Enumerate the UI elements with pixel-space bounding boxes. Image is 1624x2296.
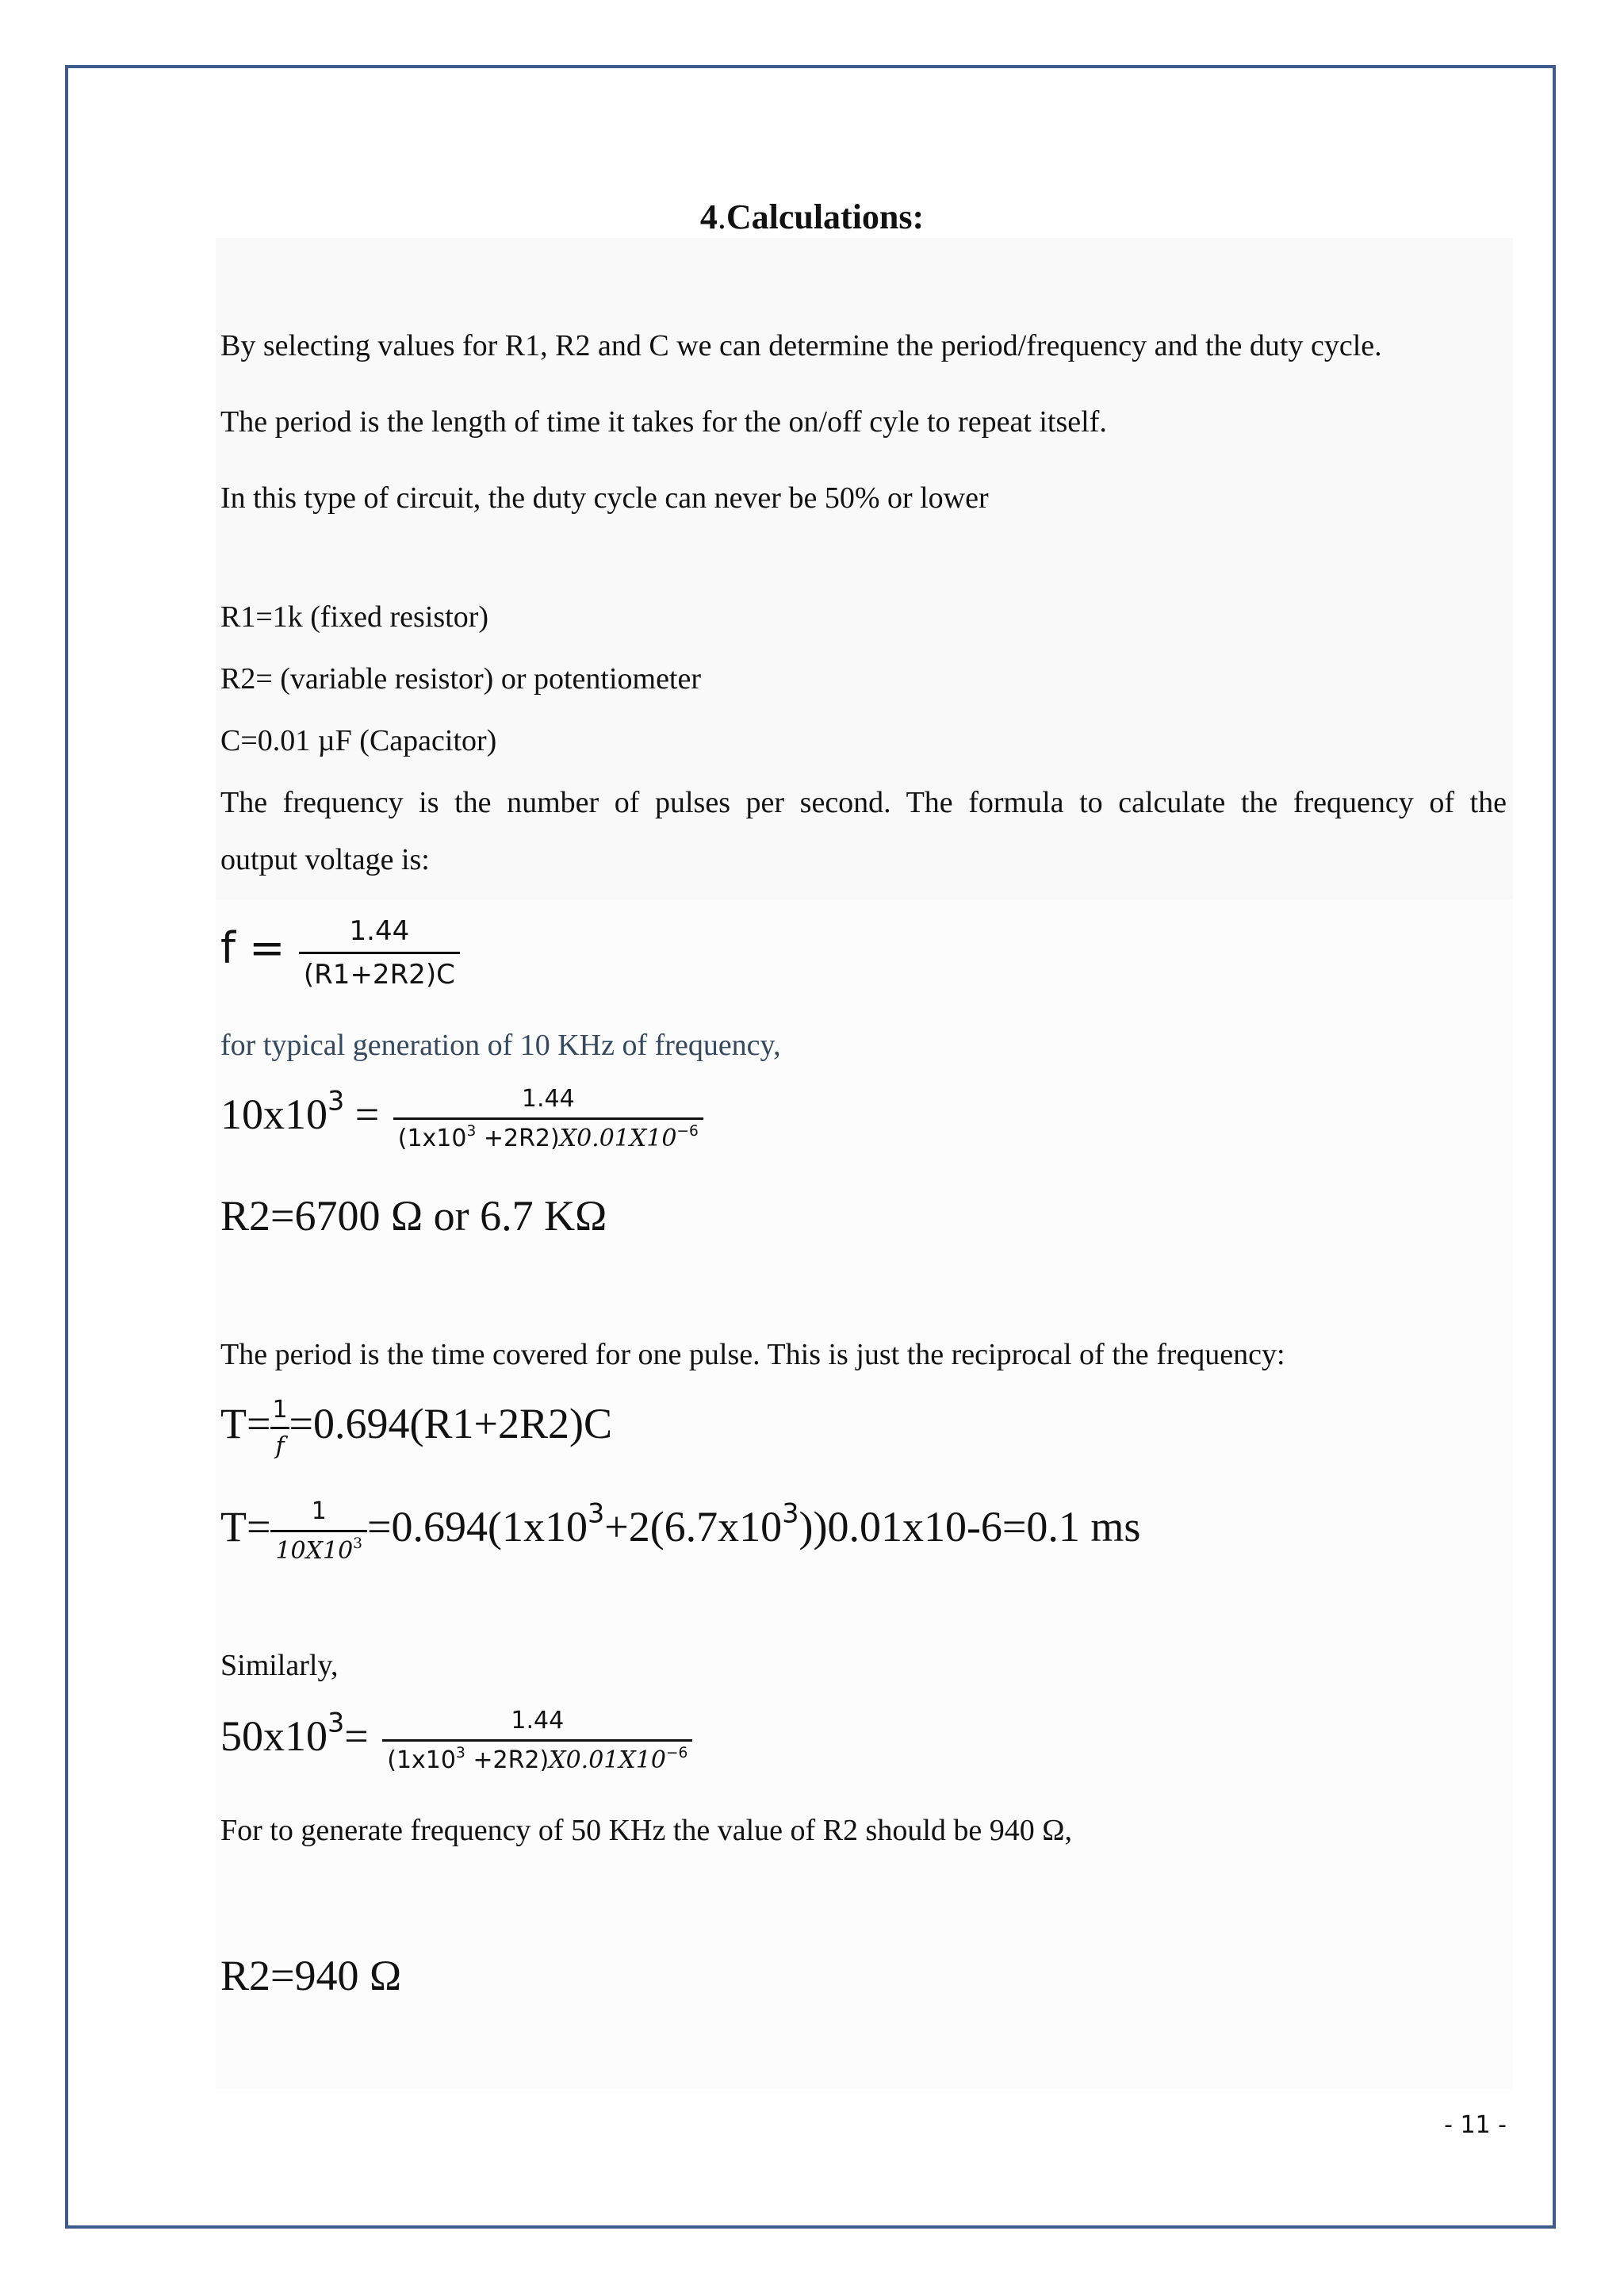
- eq10k-fraction: [393, 1085, 703, 1152]
- formula-fraction: [299, 915, 460, 991]
- page-number: - 11 -: [1444, 2111, 1507, 2139]
- eq10k-denominator: $(1x10^3 +2R2)X0.01X10^{-6}$: [393, 1117, 703, 1152]
- component-r2: R2= (variable resistor) or potentiometer: [220, 662, 702, 696]
- formula-numerator: 1.44: [349, 915, 410, 947]
- paragraph-period-definition: The period is the length of time it takes for the on/off cyle to repeat itself.: [220, 405, 1107, 439]
- period-lhs: T=: [220, 1399, 271, 1447]
- paragraph-similarly: Similarly,: [220, 1649, 339, 1682]
- r2-result-940: R2=940 Ω: [220, 1952, 402, 1999]
- eq50k-numerator: 1.44: [511, 1707, 565, 1734]
- formula-denominator: (R1+2R2)C: [299, 952, 460, 991]
- period-calc-denominator: $10X10^3$: [270, 1530, 367, 1565]
- section-heading: [0, 197, 1624, 237]
- equation-10khz: [220, 1085, 703, 1152]
- period-numerator: 1: [272, 1396, 288, 1424]
- component-r1: R1=1k (fixed resistor): [220, 600, 489, 634]
- period-calculation: [220, 1497, 1140, 1565]
- period-rhs: =0.694(R1+2R2)C: [289, 1399, 612, 1447]
- eq50k-lhs: $50x10^3=$: [220, 1707, 369, 1760]
- formula-lhs: f =: [220, 922, 285, 973]
- period-calc-rhs: $=0.694(1x10^3+2(6.7x10^3))0.01x10-6=0.1$ ms: [367, 1497, 1141, 1550]
- period-formula: [220, 1396, 612, 1460]
- period-denominator: f: [270, 1427, 289, 1460]
- eq50k-fraction: [382, 1707, 692, 1774]
- section-title: Calculations:: [726, 197, 925, 236]
- paragraph-typical-generation: for typical generation of 10 KHz of frequency,: [220, 1029, 781, 1062]
- paragraph-frequency-line2: output voltage is:: [220, 843, 430, 876]
- r2-result-6700: R2=6700 Ω or 6.7 KΩ: [220, 1192, 607, 1240]
- period-calc-lhs: T=: [220, 1502, 271, 1550]
- eq50k-denominator: $(1x10^3 +2R2)X0.01X10^{-6}$: [382, 1739, 692, 1774]
- period-fraction: [270, 1396, 289, 1460]
- highlight-block-lower: [216, 899, 1513, 2089]
- period-calc-numerator: 1: [311, 1497, 327, 1525]
- eq10k-numerator: 1.44: [521, 1085, 575, 1113]
- section-number: 4: [699, 197, 718, 236]
- paragraph-duty-cycle: In this type of circuit, the duty cycle can never be 50% or lower: [220, 481, 989, 515]
- paragraph-period-reciprocal: The period is the time covered for one pulse. This is just the reciprocal of the frequency:: [220, 1338, 1285, 1371]
- component-c: C=0.01 µF (Capacitor): [220, 724, 497, 757]
- frequency-formula: [220, 915, 460, 991]
- paragraph-generate-50khz: For to generate frequency of 50 KHz the value of R2 should be 940 Ω,: [220, 1814, 1073, 1847]
- equation-50khz: [220, 1707, 692, 1774]
- paragraph-frequency-line1: The frequency is the number of pulses per second. The formula to calculate the frequency of the: [220, 786, 1507, 819]
- section-dot: .: [717, 197, 726, 236]
- paragraph-selecting-values: By selecting values for R1, R2 and C we can determine the period/frequency and the duty cycle.: [220, 329, 1382, 362]
- eq10k-lhs: $10x10^3$ =: [220, 1085, 380, 1138]
- period-calc-fraction: [270, 1497, 367, 1565]
